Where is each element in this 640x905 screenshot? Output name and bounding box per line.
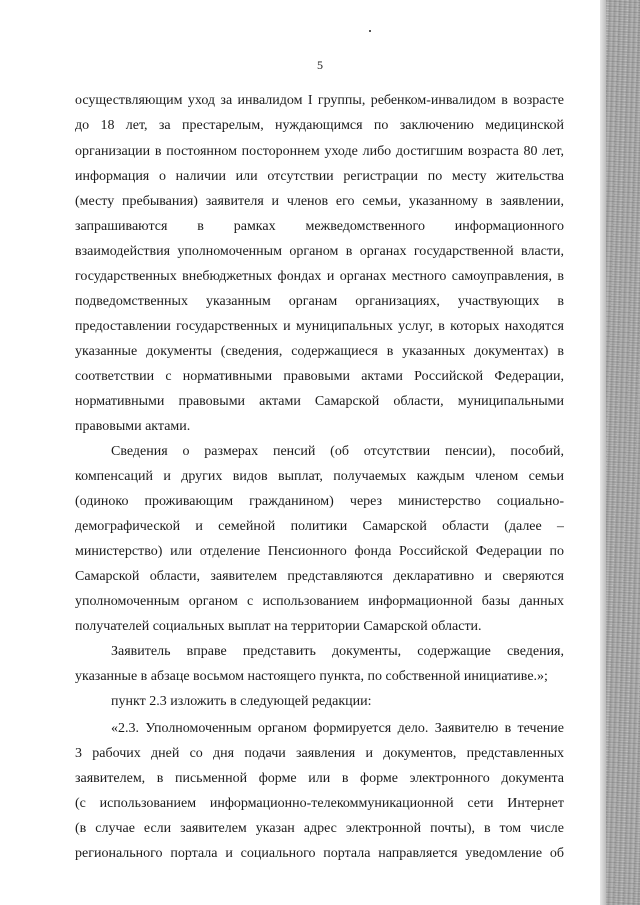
text-line: подведомственных указанным органам организациях, участвующих в bbox=[75, 294, 564, 309]
scan-edge-shadow bbox=[600, 0, 606, 905]
text-line: Заявитель вправе представить документы, содержащие сведения, bbox=[111, 644, 564, 659]
text-line: (одиноко проживающим гражданином) через министерство социально- bbox=[75, 494, 564, 509]
text-line: 3 рабочих дней со дня подачи заявления и документов, представленных bbox=[75, 746, 564, 761]
text-line: (с использованием информационно-телекоммуникационной сети Интернет bbox=[75, 796, 564, 811]
text-line: до 18 лет, за престарелым, нуждающимся по заключению медицинской bbox=[75, 118, 564, 133]
text-line: министерство) или отделение Пенсионного фонда Российской Федерации по bbox=[75, 544, 564, 559]
text-line: (в случае если заявителем указан адрес электронной почты), в том числе bbox=[75, 821, 564, 836]
text-line: указанные в абзаце восьмом настоящего пункта, по собственной инициативе.»; bbox=[75, 669, 548, 684]
text-line: предоставлении государственных и муниципальных услуг, в которых находятся bbox=[75, 319, 564, 334]
text-line: организации в постоянном постороннем уходе либо достигшим возраста 80 лет, bbox=[75, 144, 564, 159]
text-line: нормативными правовыми актами Самарской области, муниципальными bbox=[75, 394, 564, 409]
scan-edge-noise bbox=[600, 0, 640, 905]
text-line: правовыми актами. bbox=[75, 419, 191, 434]
text-line: запрашиваются в рамках межведомственного информационного bbox=[75, 219, 564, 234]
text-line: указанные документы (сведения, содержащиеся в указанных документах) в bbox=[75, 344, 564, 359]
scan-speck bbox=[369, 30, 371, 32]
text-line: информация о наличии или отсутствии регистрации по месту жительства bbox=[75, 169, 564, 184]
page-number: 5 bbox=[317, 58, 323, 72]
text-line: соответствии с нормативными правовыми актами Российской Федерации, bbox=[75, 369, 564, 384]
text-line: осуществляющим уход за инвалидом I группы, ребенком-инвалидом в возрасте bbox=[75, 93, 564, 108]
text-line: Самарской области, заявителем представляются декларативно и сверяются bbox=[75, 569, 564, 584]
text-line: получателей социальных выплат на территории Самарской области. bbox=[75, 619, 482, 634]
text-line: пункт 2.3 изложить в следующей редакции: bbox=[111, 694, 372, 709]
text-line: уполномоченным органом с использованием информационной базы данных bbox=[75, 594, 564, 609]
text-line: «2.3. Уполномоченным органом формируется дело. Заявителю в течение bbox=[111, 721, 564, 736]
text-line: демографической и семейной политики Самарской области (далее – bbox=[75, 519, 564, 534]
text-line: Сведения о размерах пенсий (об отсутствии пенсии), пособий, bbox=[111, 444, 564, 459]
text-line: заявителем, в письменной форме или в форме электронного документа bbox=[75, 771, 564, 786]
text-line: компенсаций и других видов выплат, получаемых каждым членом семьи bbox=[75, 469, 564, 484]
text-line: регионального портала и социального портала направляется уведомление об bbox=[75, 846, 564, 861]
text-line: государственных внебюджетных фондах и органах местного самоуправления, в bbox=[75, 269, 564, 284]
text-line: (месту пребывания) заявителя и членов его семьи, указанному в заявлении, bbox=[75, 194, 564, 209]
text-line: взаимодействия уполномоченным органом в органах государственной власти, bbox=[75, 244, 564, 259]
